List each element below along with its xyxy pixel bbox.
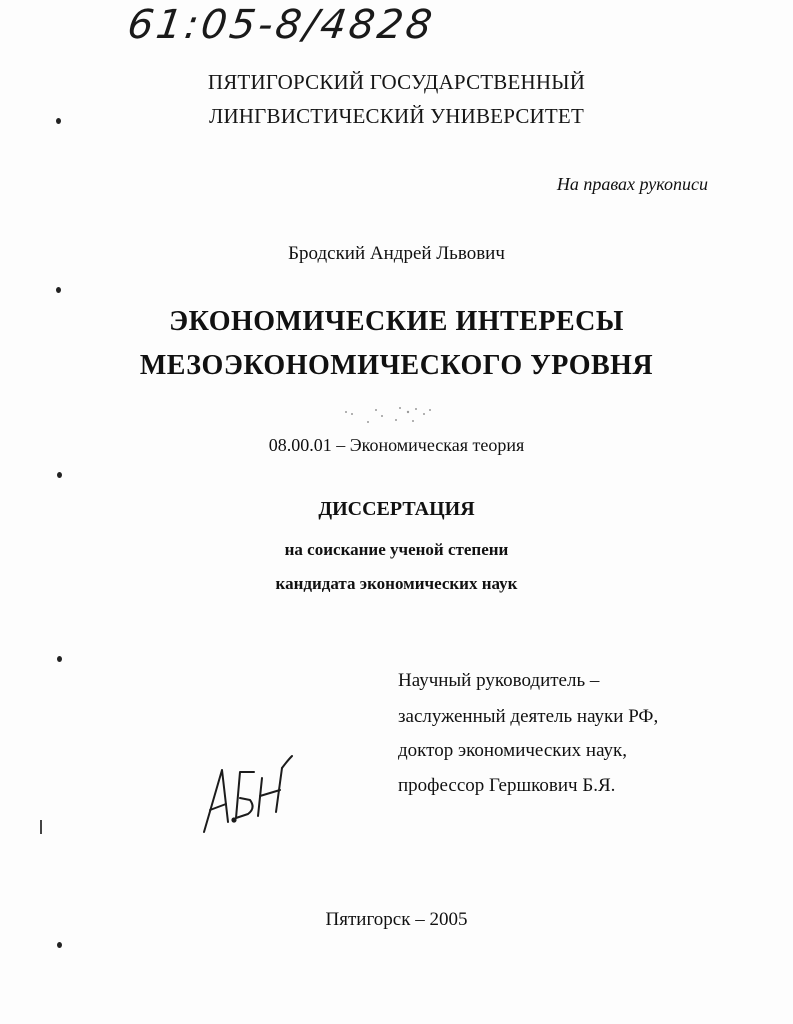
binding-hole-mark [57,656,62,662]
title-line1: ЭКОНОМИЧЕСКИЕ ИНТЕРЕСЫ [169,306,624,337]
specialty-code: 08.00.01 – Экономическая теория [268,435,525,455]
university-name-line1: ПЯТИГОРСКИЙ ГОСУДАРСТВЕННЫЙ [207,70,586,94]
binding-hole-mark [56,118,61,124]
title-line2: МЕЗОЭКОНОМИЧЕСКОГО УРОВНЯ [139,350,654,381]
advisor-line4: профессор Гершкович Б.Я. [398,775,616,796]
advisor-line2: заслуженный деятель науки РФ, [398,706,659,727]
university-name-line2: ЛИНГВИСТИЧЕСКИЙ УНИВЕРСИТЕТ [209,104,584,128]
advisor-line1: Научный руководитель – [398,670,600,691]
manuscript-rights-note: На правах рукописи [556,174,708,194]
advisor-line3: доктор экономических наук, [398,740,628,761]
binding-hole-mark [57,942,62,948]
degree-line1: на соискание ученой степени [284,540,509,559]
dissertation-heading: ДИССЕРТАЦИЯ [318,498,475,520]
handwritten-archive-code: 61:05-8/4828 [124,2,438,48]
author-name: Бродский Андрей Львович [288,243,505,264]
faint-stamp-mark [338,402,448,428]
binding-hole-mark [57,472,62,478]
margin-mark [40,820,42,834]
handwritten-signature [196,752,306,838]
city-year: Пятигорск – 2005 [325,909,468,930]
degree-line2: кандидата экономических наук [275,574,518,593]
binding-hole-mark [56,287,61,293]
